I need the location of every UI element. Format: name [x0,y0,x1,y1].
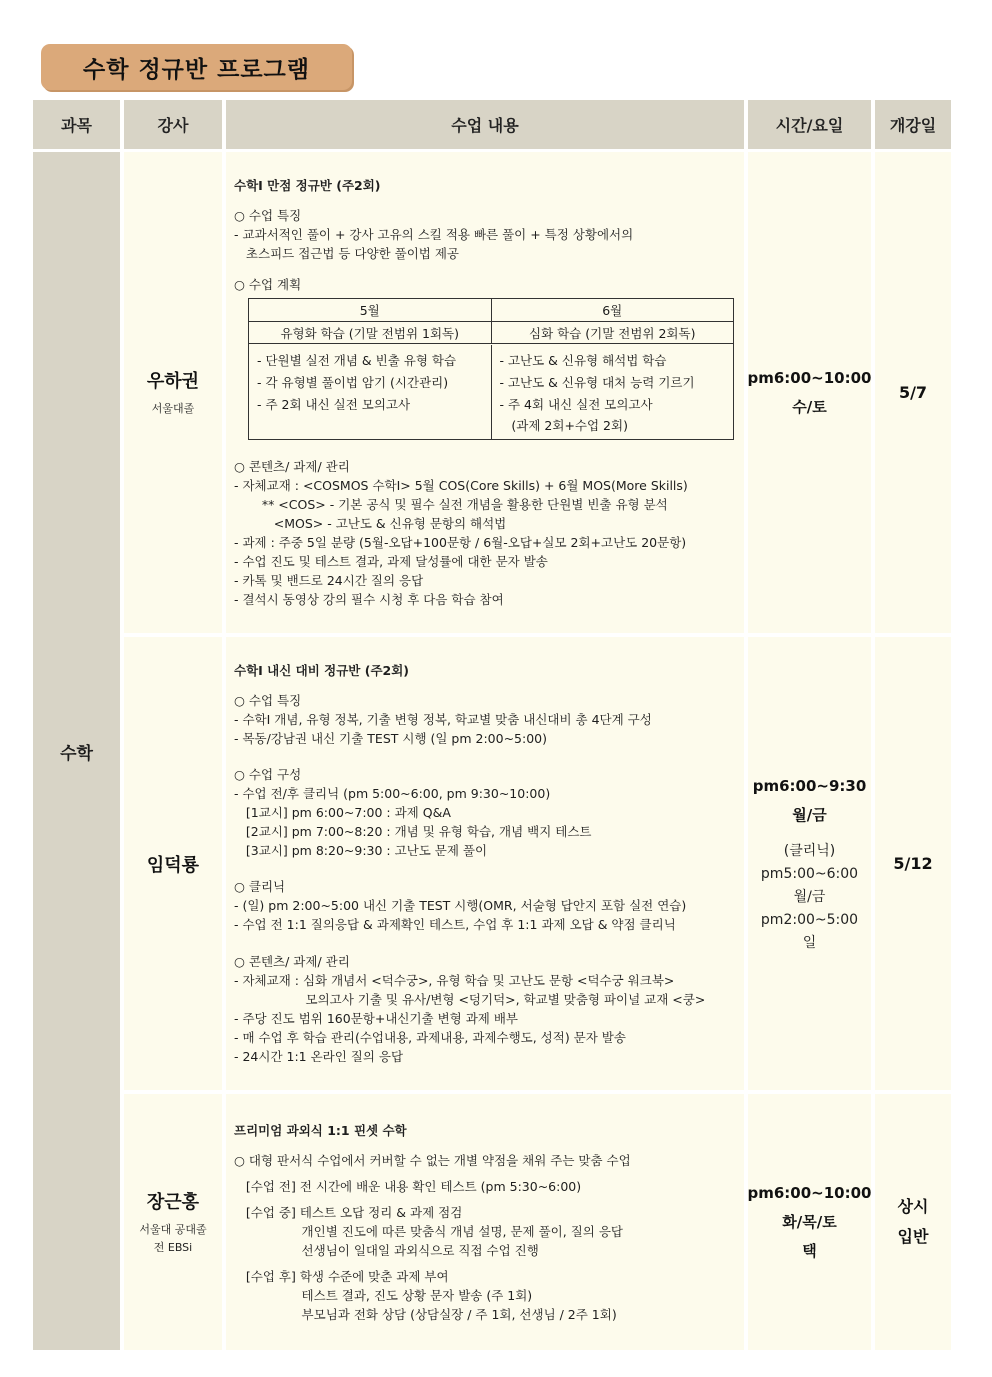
course-title: 수학Ⅰ 내신 대비 정규반 (주2회) [234,663,410,678]
section-head: ○ 대형 판서식 수업에서 커버할 수 없는 개별 약점을 채워 주는 맞춤 수업 [234,1153,631,1168]
class-time: pm6:00~10:00 [747,1183,872,1202]
subject-cell: 수학 [33,152,120,1350]
course-title: 수학Ⅰ 만점 정규반 (주2회) [234,178,381,193]
section-head: ○ 수업 특징 [234,208,302,223]
list-item: - 주 4회 내신 실전 모의고사 [499,397,653,412]
time-cell-1 [748,152,871,633]
plan-june-column [491,345,734,439]
list-item: (과제 2회+수업 2회) [499,418,628,433]
class-days: 수/토 [792,397,827,416]
list-item: [3교시] pm 8:20~9:30 : 고난도 문제 풀이 [234,843,488,858]
content-cell-3 [226,1094,744,1350]
clinic-days: 월/금 [793,889,826,905]
class-days-note: 택 [802,1241,817,1260]
teacher-name: 장근홍 [146,1191,200,1213]
clinic-time: pm2:00~5:00 [760,912,859,928]
list-item: [수업 후] 학생 수준에 맞춘 과제 부여 [234,1269,449,1284]
list-item: - 수업 전 1:1 질의응답 & 과제확인 테스트, 수업 후 1:1 과제 오답 & 약점 클리닉 [234,917,676,932]
section-head: ○ 콘텐츠/ 과제/ 관리 [234,954,350,969]
list-item: - 수업 전/후 클리닉 (pm 5:00~6:00, pm 9:30~10:00) [234,786,551,801]
plan-month: 6월 [491,299,734,321]
open-cell-1 [875,152,951,633]
list-item: - 매 수업 후 학습 관리(수업내용, 과제내용, 과제수행도, 성적) 문자 발송 [234,1030,626,1045]
class-time: pm6:00~9:30 [752,777,867,795]
list-item: - 고난도 & 신유형 대처 능력 기르기 [499,375,695,390]
header-content: 수업 내용 [226,100,744,149]
list-item: ** <COS> - 기본 공식 및 필수 실전 개념을 활용한 단원별 빈출 유형 분석 [234,497,668,512]
header-open: 개강일 [875,100,951,149]
list-item: [수업 중] 테스트 오답 정리 & 과제 점검 [234,1205,463,1220]
list-item: <MOS> - 고난도 & 신유형 문항의 해석법 [234,516,507,531]
class-time: pm6:00~10:00 [747,368,872,387]
teacher-credential: 전 EBSi [153,1240,193,1254]
teacher-cell-3 [124,1094,222,1350]
section-head: ○ 클리닉 [234,879,286,894]
course-title: 프리미엄 과외식 1:1 핀셋 수학 [234,1123,407,1138]
list-item: 테스트 결과, 진도 상황 문자 발송 (주 1회) [234,1288,533,1303]
section-head: ○ 수업 특징 [234,693,302,708]
list-item: - 각 유형별 풀이법 암기 (시간관리) [257,375,449,390]
list-item: - 카톡 및 밴드로 24시간 질의 응답 [234,573,424,588]
list-item: - 자체교재 : <COSMOS 수학Ⅰ> 5월 COS(Core Skills) + 6월 MOS(More Skills) [234,478,688,493]
program-table [33,100,951,1350]
plan-month: 5월 [359,303,380,318]
list-item: - 주당 진도 범위 160문항+내신기출 변형 과제 배부 [234,1011,519,1026]
list-item: - (일) pm 2:00~5:00 내신 기출 TEST 시행(OMR, 서술형 답안지 포함 실전 연습) [234,898,687,913]
open-date: 입반 [897,1227,929,1246]
teacher-cell-2 [124,637,222,1090]
open-cell-2 [875,637,951,1090]
header-time: 시간/요일 [748,100,871,149]
clinic-time: pm5:00~6:00 [760,866,859,882]
list-item: 선생님이 일대일 과외식으로 직접 수업 진행 [234,1243,539,1258]
section-head: ○ 콘텐츠/ 과제/ 관리 [234,459,350,474]
section-head: ○ 수업 계획 [234,277,302,292]
list-item: 개인별 진도에 따른 맞춤식 개념 설명, 문제 풀이, 질의 응답 [234,1224,623,1239]
list-item: - 수업 진도 및 테스트 결과, 과제 달성률에 대한 문자 발송 [234,554,548,569]
page-title: 수학 정규반 프로그램 [41,44,352,90]
list-item: - 고난도 & 신유형 해석법 학습 [499,353,667,368]
list-item: 초스피드 접근법 등 다양한 풀이법 제공 [234,246,459,261]
list-item: - 과제 : 주중 5일 분량 (5월-오답+100문항 / 6월-오답+실모 2회+고난도 20문항) [234,535,687,550]
open-date: 상시 [897,1197,929,1216]
list-item: - 단원별 실전 개념 & 빈출 유형 학습 [257,353,457,368]
list-item: - 교과서적인 풀이 + 강사 고유의 스킬 적용 빠른 풀이 + 특정 상황에서의 [234,227,634,242]
header-teacher: 강사 [124,100,222,149]
teacher-credential: 서울대졸 [151,402,195,415]
list-item: - 목동/강남권 내신 기출 TEST 시행 (일 pm 2:00~5:00) [234,731,547,746]
teacher-name: 임덕룡 [146,854,200,876]
plan-may-column [249,345,491,439]
list-item: - 수학Ⅰ 개념, 유형 정복, 기출 변형 정복, 학교별 맞춤 내신대비 총 4단계 구성 [234,712,652,727]
list-item: - 자체교재 : 심화 개념서 <덕수궁>, 유형 학습 및 고난도 문항 <덕수궁 워크북> [234,973,675,988]
teacher-credential: 서울대 공대졸 [139,1222,207,1236]
teacher-name: 우하권 [146,371,200,392]
plan-subtitle: 유형화 학습 (기말 전범위 1회독) [280,325,459,341]
clinic-days: 일 [802,935,817,951]
header-subject: 과목 [33,100,120,149]
class-days: 화/목/토 [782,1212,837,1231]
open-date: 5/12 [893,853,933,873]
clinic-label: (클리닉) [783,843,836,859]
time-cell-2 [748,637,871,1090]
plan-subtitle: 심화 학습 (기말 전범위 2회독) [491,322,734,343]
time-cell-3 [748,1094,871,1350]
teacher-cell-1 [124,152,222,633]
section-head: ○ 수업 구성 [234,767,302,782]
list-item: - 24시간 1:1 온라인 질의 응답 [234,1049,404,1064]
list-item: [1교시] pm 6:00~7:00 : 과제 Q&A [234,805,451,820]
content-cell-2 [226,637,744,1090]
open-cell-3 [875,1094,951,1350]
teacher-credentials [139,1221,206,1257]
plan-table [248,298,734,440]
list-item: [수업 전] 전 시간에 배운 내용 확인 테스트 (pm 5:30~6:00) [234,1179,582,1194]
list-item: [2교시] pm 7:00~8:20 : 개념 및 유형 학습, 개념 백지 테스트 [234,824,592,839]
list-item: - 주 2회 내신 실전 모의고사 [257,397,411,412]
class-days: 월/금 [792,806,827,824]
list-item: - 결석시 동영상 강의 필수 시청 후 다음 학습 참여 [234,592,504,607]
list-item: 모의고사 기출 및 유사/변형 <덩기덕>, 학교별 맞춤형 파이널 교재 <쿵> [234,992,706,1007]
open-date: 5/7 [898,382,928,402]
list-item: 부모님과 전화 상담 (상담실장 / 주 1회, 선생님 / 2주 1회) [234,1307,617,1322]
